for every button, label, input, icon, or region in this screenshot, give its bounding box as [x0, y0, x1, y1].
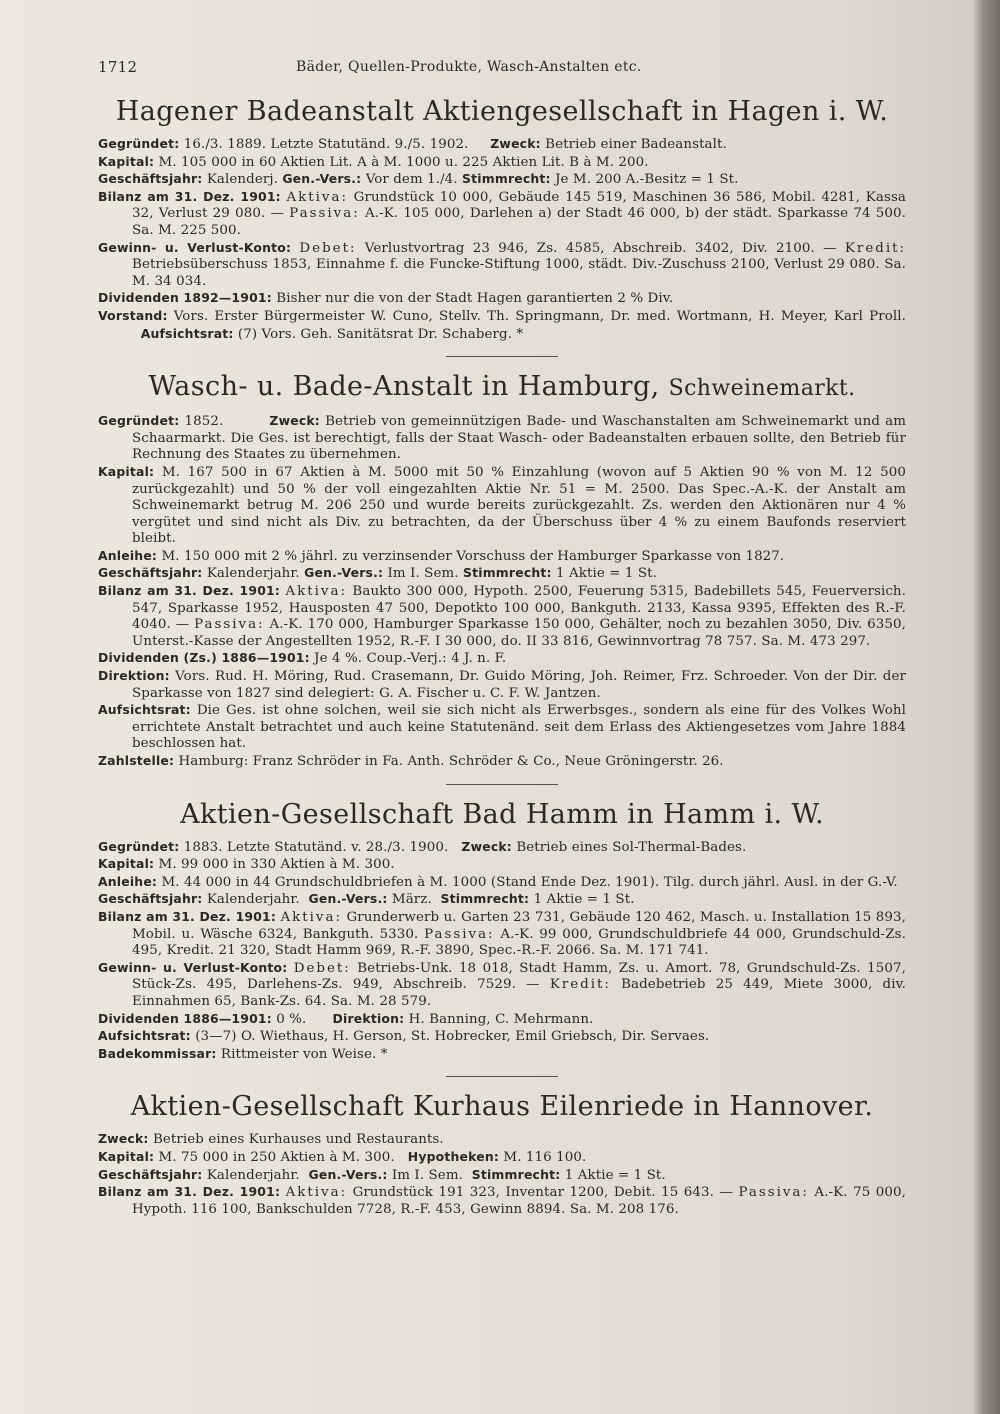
label-bilanz: Bilanz am 31. Dez. 1901:: [98, 1184, 281, 1200]
label-anleihe: Anleihe:: [98, 547, 158, 563]
entry-bilanz: [98, 189, 906, 240]
text-aktiva: Grundstück 10 000, Gebäude 145 519, Maschinen 36 586, Mobil. 4281, Kassa 32, Verlust 29 080. —: [132, 189, 907, 222]
text-genvers: Im I. Sem.: [391, 1167, 463, 1183]
text-zahlstelle: Hamburg: Franz Schröder in Fa. Anth. Schröder & Co., Neue Gröningerstr. 26.: [178, 754, 724, 769]
label-bilanz: Bilanz am 31. Dez. 1901:: [98, 583, 280, 599]
entry-kapital: [98, 1149, 906, 1167]
label-gewinn-verlust: Gewinn- u. Verlust-Konto:: [98, 239, 292, 255]
entry-anleihe: [98, 548, 906, 566]
entry-dividenden: [98, 290, 906, 308]
label-geschaeftsjahr: Geschäftsjahr:: [98, 171, 203, 187]
label-stimmrecht: Stimmrecht:: [463, 565, 552, 581]
text-kredit: Betriebsüberschuss 1853, Einnahme f. die Funcke-Stiftung 1000, städt. Div.-Zuschuss 2100, Verlust 29 080. Sa. M. 34 034.: [132, 257, 906, 289]
company-wasch-bade-anstalt-hamburg: [98, 371, 906, 770]
label-anleihe: Anleihe:: [98, 873, 158, 889]
company-title: [98, 371, 906, 405]
entry-zahlstelle: [98, 753, 906, 771]
running-title: Bäder, Quellen-Produkte, Wasch-Anstalten etc.: [296, 59, 642, 75]
entry-direktion: [98, 668, 906, 702]
entry-geschaeftsjahr: [98, 565, 906, 583]
label-hypotheken: Hypotheken:: [407, 1148, 500, 1164]
text-geschaeftsjahr: Kalenderjahr.: [206, 1167, 300, 1183]
text-debet: Betriebs-Unk. 18 018, Stadt Hamm, Zs. u. Amort. 78, Grundschuld-Zs. 1507, Stück-Zs. 495, Darlehens-Zs. 949, Abschreib. 7529. —: [132, 960, 906, 993]
label-vorstand: Vorstand:: [98, 307, 168, 323]
text-badekommissar: Rittmeister von Weise. *: [220, 1046, 388, 1062]
text-debet: Verlustvortrag 23 946, Zs. 4585, Abschreib. 3402, Div. 2100. —: [364, 240, 837, 256]
label-passiva: Passiva:: [194, 617, 265, 633]
text-stimmrecht: 1 Aktie = 1 St.: [533, 892, 635, 908]
page-content: [98, 86, 906, 1218]
page-edge-shadow: [972, 0, 1000, 1414]
label-genvers: Gen.-Vers.:: [282, 171, 362, 187]
label-zweck: Zweck:: [490, 136, 541, 151]
company-title: Aktien-Gesellschaft Bad Hamm in Hamm i. W.: [180, 798, 824, 830]
entry-aufsichtsrat: [98, 1028, 906, 1046]
label-geschaeftsjahr: Geschäftsjahr:: [98, 1166, 203, 1182]
text-gegruendet: 1883. Letzte Statutänd. v. 28./3. 1900.: [183, 839, 449, 855]
text-passiva: A.-K. 170 000, Hamburger Sparkasse 150 000, Gehälter, noch zu bezahlen 3050, Div. 6350, Unterst.-Kasse der Angestellten 1952, R.-F. I 30 000, do. II 33 816, Gewinnvortrag 78 757. Sa. M. 473 297.: [132, 617, 906, 649]
label-gegruendet: Gegründet:: [98, 413, 180, 429]
label-gegruendet: Gegründet:: [98, 838, 180, 854]
text-geschaeftsjahr: Kalenderjahr.: [206, 566, 300, 582]
entry-kapital: [98, 464, 906, 548]
entry-badekommissar: [98, 1046, 906, 1064]
text-stimmrecht: 1 Aktie = 1 St.: [556, 566, 658, 582]
entry-gegruendet: [98, 136, 906, 154]
label-gewinn-verlust: Gewinn- u. Verlust-Konto:: [98, 959, 288, 975]
label-kapital: Kapital:: [98, 463, 155, 479]
text-genvers: Vor dem 1./4.: [365, 172, 458, 188]
label-passiva: Passiva:: [289, 206, 360, 222]
entry-bilanz: [98, 583, 906, 650]
text-passiva: A.-K. 75 000, Hypoth. 116 100, Bankschulden 7728, R.-F. 453, Gewinn 8894. Sa. M. 208 176.: [132, 1185, 907, 1217]
label-debet: Debet:: [293, 960, 351, 976]
entry-gegruendet: [98, 839, 906, 857]
label-kapital: Kapital:: [98, 153, 155, 169]
label-aufsichtsrat: Aufsichtsrat:: [98, 1028, 191, 1044]
label-genvers: Gen.-Vers.:: [308, 891, 388, 907]
entry-dividenden: [98, 650, 906, 668]
entry-bilanz: [98, 909, 906, 960]
label-bilanz: Bilanz am 31. Dez. 1901:: [98, 188, 281, 204]
text-geschaeftsjahr: Kalenderjahr.: [206, 892, 300, 908]
label-kredit: Kredit:: [549, 977, 611, 993]
entry-anleihe: [98, 874, 906, 892]
text-anleihe: M. 44 000 in 44 Grundschuldbriefen à M. 1000 (Stand Ende Dez. 1901). Tilg. durch jährl. Ausl. in der G.-V.: [161, 874, 898, 890]
company-title-sub: Schweinemarkt.: [668, 376, 856, 402]
entry-gewinn-verlust: [98, 240, 906, 291]
label-aktiva: Aktiva:: [280, 909, 342, 925]
label-kapital: Kapital:: [98, 1148, 155, 1164]
company-hagener-badeanstalt: [98, 96, 906, 343]
text-kapital: M. 167 500 in 67 Aktien à M. 5000 mit 50 % Einzahlung (wovon auf 5 Aktien 90 % von M. 12 500 zurückgezahlt) und 50 % der voll eingezahlten Aktie Nr. 51 = M. 2500. Das Spec.-A.-K. der Anstalt am Schweinemarkt betrug M. 206 250 und wurde bereits zurückgezahlt. Zs. werden den Aktionären nur 4 % vergütet und sind nicht als Div. zu betrachten, da der Überschuss über 4 % zu einem Baufonds reserviert bleibt.: [132, 464, 906, 547]
entry-kapital: [98, 856, 906, 874]
label-bilanz: Bilanz am 31. Dez. 1901:: [98, 908, 277, 924]
text-gegruendet: 1852.: [184, 414, 224, 430]
label-aktiva: Aktiva:: [285, 584, 347, 600]
label-passiva: Passiva:: [424, 926, 495, 942]
label-direktion: Direktion:: [332, 1010, 405, 1026]
label-zweck: Zweck:: [461, 838, 512, 854]
text-aufsichtsrat: (7) Vors. Geh. Sanitätsrat Dr. Schaberg. *: [237, 326, 524, 342]
page-number: 1712: [98, 58, 138, 76]
text-kapital: M. 75 000 in 250 Aktien à M. 300.: [158, 1149, 395, 1165]
label-kredit: Kredit:: [844, 240, 906, 256]
text-genvers: März.: [391, 892, 432, 908]
text-aktiva: Baukto 300 000, Hypoth. 2500, Feuerung 5315, Badebillets 545, Feuerversich. 547, Sparkasse 1952, Hausposten 47 500, Depotkto 100 000, Bankguth. 2133, Kassa 9395, Effekten des R.-F. 4040. —: [132, 584, 907, 633]
entry-kapital: [98, 154, 906, 172]
text-passiva: A.-K. 99 000, Grundschuldbriefe 44 000, Grundschuld-Zs. 495, Kredit. 21 320, Stadt Hamm 969, R.-F. 3890, Spec.-R.-F. 2066. Sa. M. 171 741.: [132, 926, 907, 959]
entry-geschaeftsjahr: [98, 891, 906, 909]
label-stimmrecht: Stimmrecht:: [471, 1166, 561, 1182]
label-zweck: Zweck:: [98, 1131, 149, 1147]
section-divider: [446, 1076, 558, 1077]
entry-gegruendet: [98, 413, 906, 464]
label-zweck: Zweck:: [269, 413, 320, 429]
text-direktion: H. Banning, C. Mehrmann.: [408, 1011, 594, 1027]
text-gegruendet: 16./3. 1889. Letzte Statutänd. 9./5. 1902.: [183, 137, 469, 152]
entry-aufsichtsrat: [98, 702, 906, 753]
entry-dividenden: [98, 1011, 906, 1029]
label-aufsichtsrat: Aufsichtsrat:: [140, 325, 234, 341]
entry-gewinn-verlust: [98, 960, 906, 1011]
label-dividenden: Dividenden 1886—1901:: [98, 1010, 272, 1026]
entry-vorstand: [98, 308, 906, 343]
text-kapital: M. 105 000 in 60 Aktien Lit. A à M. 1000 u. 225 Aktien Lit. B à M. 200.: [158, 154, 649, 170]
label-gegruendet: Gegründet:: [98, 136, 180, 151]
text-kapital: M. 99 000 in 330 Aktien à M. 300.: [158, 857, 395, 873]
company-bad-hamm: [98, 799, 906, 1064]
text-aufsichtsrat: (3—7) O. Wiethaus, H. Gerson, St. Hobrecker, Emil Griebsch, Dir. Servaes.: [195, 1029, 710, 1045]
text-dividenden: Bisher nur die von der Stadt Hagen garantierten 2 % Div.: [276, 291, 674, 307]
company-kurhaus-eilenriede: [98, 1091, 906, 1218]
text-hypotheken: M. 116 100.: [503, 1149, 587, 1165]
entry-zweck: [98, 1131, 906, 1149]
entry-geschaeftsjahr: [98, 171, 906, 189]
text-dividenden: Je 4 %. Coup.-Verj.: 4 J. n. F.: [314, 651, 507, 667]
label-kapital: Kapital:: [98, 856, 155, 872]
label-dividenden: Dividenden 1892—1901:: [98, 290, 272, 306]
text-zweck: Betrieb eines Kurhauses und Restaurants.: [152, 1132, 444, 1148]
text-genvers: Im I. Sem.: [387, 566, 459, 582]
text-zweck: Betrieb eines Sol-Thermal-Bades.: [516, 839, 747, 855]
section-divider: [446, 356, 558, 357]
label-aktiva: Aktiva:: [285, 1185, 348, 1201]
label-dividenden: Dividenden (Zs.) 1886—1901:: [98, 650, 310, 666]
text-aktiva: Grunderwerb u. Garten 23 731, Gebäude 120 462, Masch. u. Installation 15 893, Mobil. u. Wäsche 6324, Bankguth. 5330.: [132, 909, 907, 942]
text-aktiva: Grundstück 191 323, Inventar 1200, Debit. 15 643. —: [352, 1185, 733, 1201]
section-divider: [446, 784, 558, 785]
text-stimmrecht: 1 Aktie = 1 St.: [564, 1167, 666, 1183]
company-title-main: Wasch- u. Bade-Anstalt in Hamburg,: [148, 371, 660, 403]
text-direktion: Vors. Rud. H. Möring, Rud. Crasemann, Dr. Guido Möring, Joh. Reimer, Frz. Schroeder. Von der Dir. der Sparkasse von 1827 sind delegiert: G. A. Fischer u. C. F. W. Jantzen.: [132, 669, 907, 701]
entry-geschaeftsjahr: [98, 1167, 906, 1185]
text-stimmrecht: Je M. 200 A.-Besitz = 1 St.: [555, 172, 739, 188]
text-passiva: A.-K. 105 000, Darlehen a) der Stadt 46 000, b) der städt. Sparkasse 74 500. Sa. M. 225 500.: [132, 206, 907, 238]
text-zweck: Betrieb von gemeinnützigen Bade- und Waschanstalten am Schweinemarkt und am Schaarmarkt. Die Ges. ist berechtigt, falls der Staat Wasch- oder Badeanstalten erbauen sollte, den Betrieb für Rechnung des Staates zu übernehmen.: [132, 414, 907, 463]
text-kredit: Badebetrieb 25 449, Miete 3000, div. Einnahmen 65, Bank-Zs. 64. Sa. M. 28 579.: [132, 977, 907, 1009]
text-anleihe: M. 150 000 mit 2 % jährl. zu verzinsender Vorschuss der Hamburger Sparkasse von 1827.: [161, 548, 785, 564]
label-zahlstelle: Zahlstelle:: [98, 753, 175, 768]
label-direktion: Direktion:: [98, 668, 170, 684]
label-badekommissar: Badekommissar:: [98, 1045, 217, 1061]
label-passiva: Passiva:: [738, 1185, 809, 1201]
text-vorstand: Vors. Erster Bürgermeister W. Cuno, Stellv. Th. Springmann, Dr. med. Wortmann, H. Meyer, Karl Proll.: [173, 308, 906, 324]
label-stimmrecht: Stimmrecht:: [462, 171, 551, 187]
label-stimmrecht: Stimmrecht:: [440, 891, 530, 907]
company-title: Hagener Badeanstalt Aktiengesellschaft in Hagen i. W.: [115, 96, 889, 127]
label-aufsichtsrat: Aufsichtsrat:: [98, 702, 191, 718]
label-geschaeftsjahr: Geschäftsjahr:: [98, 891, 203, 907]
text-dividenden: 0 %.: [276, 1011, 307, 1027]
label-genvers: Gen.-Vers.:: [308, 1166, 388, 1182]
label-genvers: Gen.-Vers.:: [304, 565, 384, 581]
text-zweck: Betrieb einer Badeanstalt.: [545, 137, 727, 152]
text-aufsichtsrat: Die Ges. ist ohne solchen, weil sie sich nicht als Erwerbsges., sondern als eine für des Volkes Wohl errichtete Anstalt betrachtet und auch keine Statutenänd. seit dem Erlass des Aktiengesetzes vom Jahre 1884 beschlossen hat.: [132, 703, 906, 752]
text-geschaeftsjahr: Kalenderj.: [206, 172, 278, 188]
entry-bilanz: [98, 1184, 906, 1218]
company-title: Aktien-Gesellschaft Kurhaus Eilenriede in Hannover.: [130, 1091, 874, 1123]
label-geschaeftsjahr: Geschäftsjahr:: [98, 565, 203, 581]
label-aktiva: Aktiva:: [286, 189, 348, 205]
label-debet: Debet:: [299, 240, 357, 256]
